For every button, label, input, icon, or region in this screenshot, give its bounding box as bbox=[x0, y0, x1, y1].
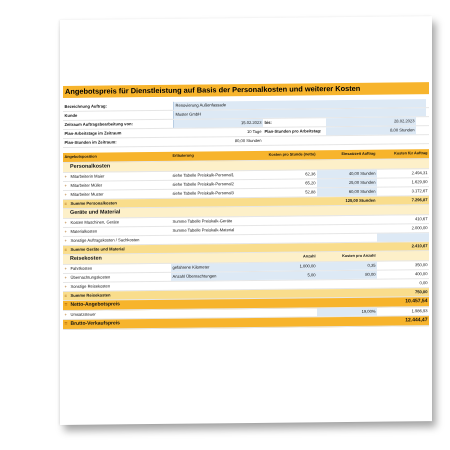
position-label: Sonstige Reisekosten bbox=[70, 283, 111, 289]
stunden-zeitraum-label: Plan-Stunden im Zeitraum: bbox=[64, 139, 117, 145]
section-heading: Reisekosten bbox=[70, 255, 102, 262]
header-auftrag: Kosten für Auftrag bbox=[394, 151, 428, 156]
position-label: Sonstige Auftragskosten / Sachkosten bbox=[70, 237, 140, 243]
kosten-input[interactable]: 80,00 bbox=[317, 271, 377, 280]
header-erlaeuterung: Erläuterung bbox=[172, 153, 194, 158]
auftrag-input[interactable] bbox=[377, 233, 429, 242]
erlaeuterung-cell: Summe Tabelle Preiskalk-Material bbox=[172, 227, 235, 233]
anzahl-input[interactable]: 1.000,00 bbox=[251, 262, 317, 271]
erlaeuterung-cell bbox=[171, 235, 297, 244]
erlaeuterung-cell: siehe Tabelle Preiskalk-Personal1 bbox=[172, 172, 234, 178]
zeitraum-von-value[interactable]: 15.02.2023 bbox=[173, 119, 263, 128]
kunde-label: Kunde bbox=[64, 112, 78, 118]
auftrag-cell: 350,00 bbox=[414, 262, 428, 268]
position-label: Übernachtungskosten bbox=[70, 274, 111, 280]
auftrag-cell: 410,67 bbox=[414, 216, 428, 222]
kosten-cell: 62,36 bbox=[305, 171, 316, 177]
einsatz-input[interactable]: 25,00 Stunden bbox=[317, 179, 377, 188]
auftrag-cell: 2.494,31 bbox=[411, 170, 428, 176]
kosten-cell: 52,88 bbox=[305, 189, 316, 195]
erlaeuterung-cell: siehe Tabelle Preiskalk-Personal3 bbox=[172, 190, 234, 196]
plus-mark: + bbox=[64, 274, 67, 280]
kunde-value[interactable]: Muster GmbH bbox=[173, 108, 426, 119]
plus-mark: + bbox=[64, 228, 67, 234]
col-kosten-label: Kosten pro Anzahl bbox=[342, 253, 376, 259]
section-heading: Geräte und Material bbox=[70, 209, 121, 216]
position-label: Mitarbeiter Müller bbox=[70, 182, 103, 188]
einsatz-input[interactable]: 40,00 Stunden bbox=[317, 170, 377, 179]
position-label: Fahrtkosten bbox=[70, 265, 93, 271]
anzahl-cell bbox=[251, 280, 317, 289]
equals-mark: = bbox=[64, 292, 67, 298]
zeitraum-label: Zeitraum Auftragsbearbeitung von: bbox=[64, 121, 133, 127]
sum-value: 750,00 bbox=[414, 289, 428, 295]
auftrag-cell: 3.172,67 bbox=[411, 188, 428, 194]
price-calculation-table bbox=[63, 82, 429, 330]
section-heading: Personalkosten bbox=[70, 163, 111, 170]
plus-mark: + bbox=[64, 283, 67, 289]
sum-value: 7.296,87 bbox=[411, 197, 428, 203]
plus-mark: + bbox=[64, 182, 67, 188]
sum-label: Summe Reisekosten bbox=[70, 292, 111, 298]
plus-mark: + bbox=[64, 311, 67, 317]
auftrag-cell: 1.629,90 bbox=[411, 179, 428, 185]
bezeichnung-label: Bezeichnung Auftrag: bbox=[64, 103, 107, 109]
plus-mark: + bbox=[64, 219, 67, 225]
sheet-title: Angebotspreis für Dienstleistung auf Basis der Personalkosten und weiterer Kosten bbox=[63, 82, 429, 98]
netto-label: Netto-Angebotspreis bbox=[70, 301, 120, 308]
zeitraum-bis-value[interactable]: 28.02.2023 bbox=[326, 117, 416, 126]
kosten-input[interactable]: 0,35 bbox=[317, 262, 377, 271]
equals-mark: = bbox=[64, 301, 68, 308]
plus-mark: + bbox=[64, 237, 67, 243]
spreadsheet-page bbox=[60, 16, 432, 425]
position-label: Kosten Maschinen, Geräte bbox=[70, 219, 119, 225]
bis-label: bis: bbox=[264, 119, 272, 125]
header-kosten: Kosten pro Stunde (netto) bbox=[268, 152, 316, 157]
anzahl-input[interactable]: 5,00 bbox=[251, 271, 317, 280]
ust-rate-input[interactable]: 19,00% bbox=[317, 308, 377, 317]
position-label: Mitarbeiter Muster bbox=[70, 191, 104, 197]
kosten-cell bbox=[317, 280, 377, 289]
arbeitstage-value: 10 Tage bbox=[247, 128, 262, 135]
bezeichnung-value[interactable]: Renovierung Außenfassade bbox=[173, 99, 426, 110]
ust-value: 1.986,93 bbox=[411, 308, 428, 314]
erlaeuterung-cell bbox=[171, 281, 251, 290]
erlaeuterung-cell: siehe Tabelle Preiskalk-Personal2 bbox=[172, 181, 234, 187]
sum-value: 2.410,67 bbox=[411, 243, 428, 249]
kosten-cell: 65,20 bbox=[305, 180, 316, 186]
sum-einsatz: 125,00 Stunden bbox=[345, 197, 376, 204]
position-label: Materialkosten bbox=[70, 228, 98, 234]
auftrag-cell: 400,00 bbox=[414, 271, 428, 277]
equals-mark: = bbox=[64, 246, 67, 252]
plus-mark: + bbox=[64, 191, 67, 197]
stunden-zeitraum-value: 80,00 Stunden bbox=[234, 137, 262, 144]
einsatz-input[interactable]: 60,00 Stunden bbox=[317, 188, 377, 197]
plus-mark: + bbox=[64, 265, 67, 271]
header-einsatzzeit: Einsatzzeit Auftrag bbox=[341, 151, 376, 157]
stunden-pro-tag-value[interactable]: 8,00 Stunden bbox=[326, 126, 416, 135]
erlaeuterung-input[interactable]: Anzahl Übernachtungen bbox=[171, 272, 251, 281]
col-anzahl-label: Anzahl bbox=[303, 254, 316, 259]
brutto-label: Brutto-Verkaufspreis bbox=[70, 320, 120, 327]
arbeitstage-label: Plan-Arbeitstage im Zeitraum bbox=[64, 130, 122, 136]
header-position: Angebotsposition bbox=[64, 154, 97, 159]
equals-mark: = bbox=[64, 320, 68, 327]
stunden-pro-tag-label: Plan-Stunden pro Arbeitstag: bbox=[264, 128, 322, 134]
auftrag-cell: 2.000,00 bbox=[411, 225, 428, 231]
erlaeuterung-cell: Summe Tabelle Preiskalk-Geräte bbox=[172, 218, 233, 224]
equals-mark: = bbox=[64, 200, 67, 206]
ust-label: Umsatzsteuer bbox=[70, 311, 96, 317]
auftrag-cell: 0,00 bbox=[419, 280, 428, 286]
brutto-value: 12.444,47 bbox=[405, 317, 428, 324]
sum-label: Summe Geräte und Material bbox=[70, 246, 125, 252]
sum-label: Summe Personalkosten bbox=[70, 200, 117, 206]
netto-value: 10.457,54 bbox=[405, 298, 428, 305]
position-label: Mitarbeiterin Maier bbox=[70, 173, 105, 179]
erlaeuterung-input[interactable]: gefahrene Kilometer bbox=[171, 263, 251, 272]
plus-mark: + bbox=[64, 173, 67, 179]
